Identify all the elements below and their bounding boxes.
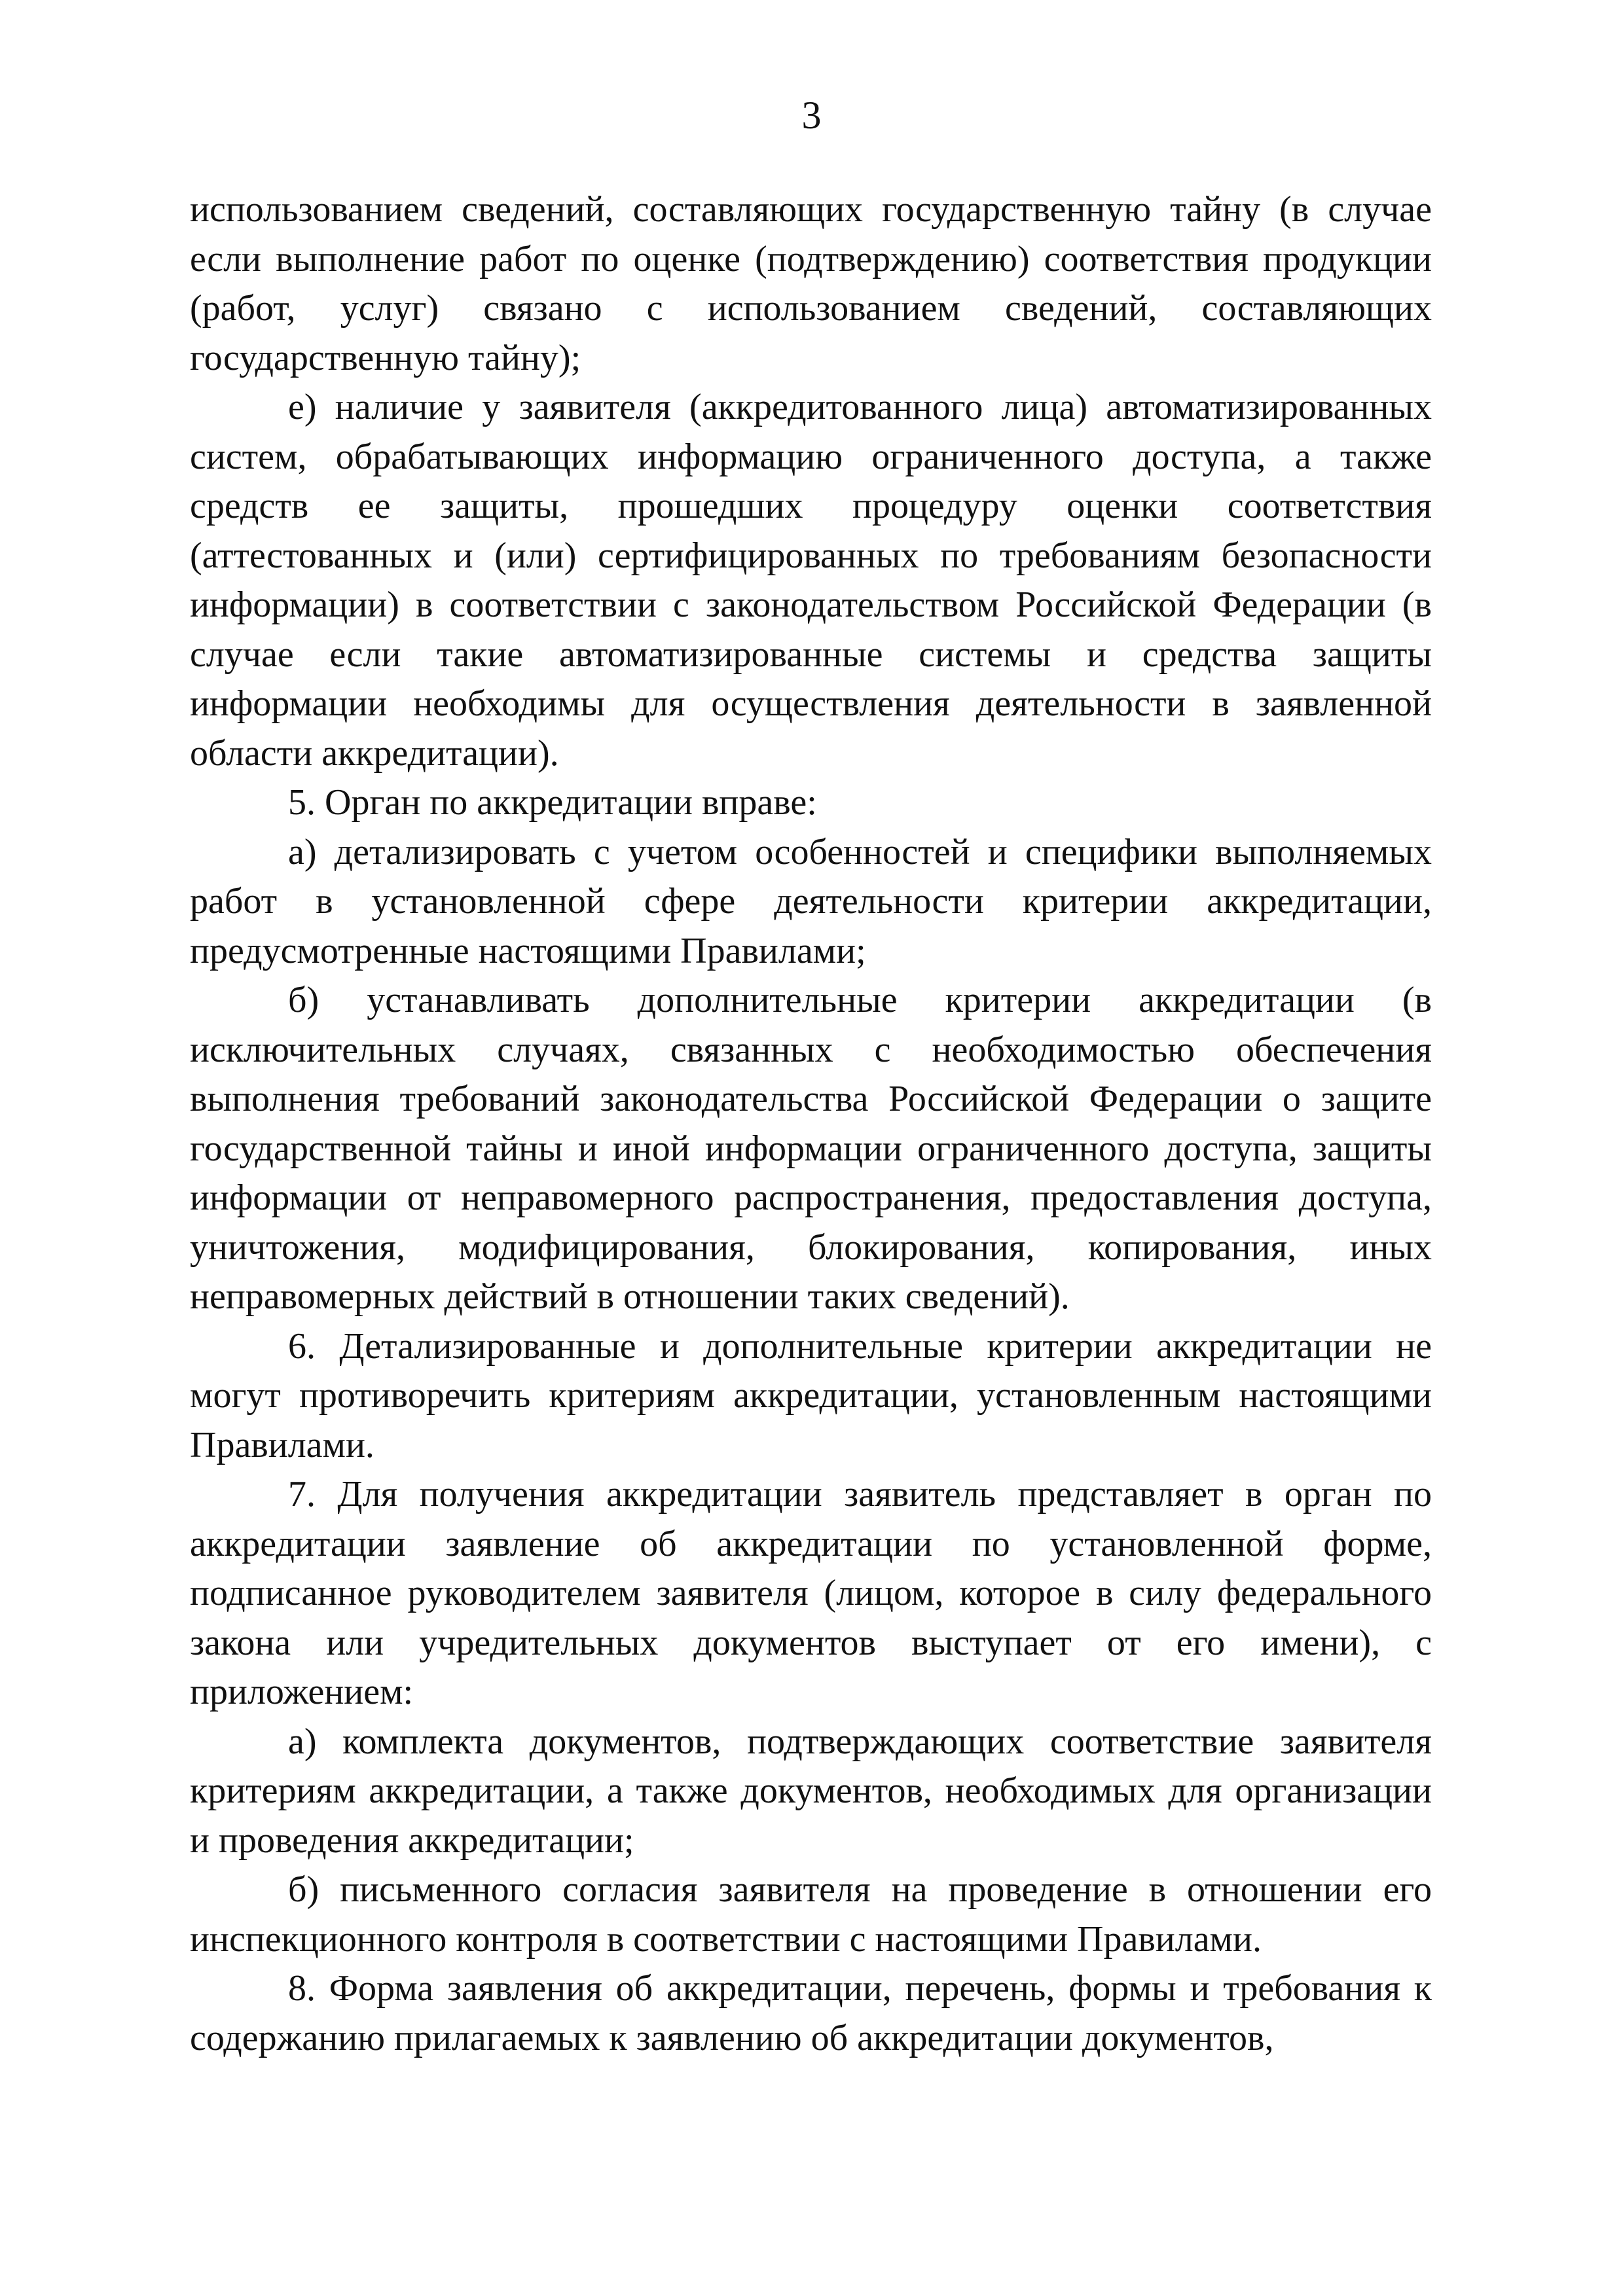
paragraph-clause-7: 7. Для получения аккредитации заявитель представляет в орган по аккредитации заявление об аккредитации по установленной форме, подписанное руководителем заявителя (лицом, которое в силу федерального закона или учредительных документов выступает от его имени), с приложением: — [190, 1474, 1432, 1712]
paragraph-clause-5: 5. Орган по аккредитации вправе: — [288, 782, 817, 823]
page-number: 3 — [801, 94, 822, 137]
paragraph-clause-7-item-b: б) письменного согласия заявителя на проведение в отношении его инспекционного контроля в соответствии с настоящими Правилами. — [190, 1869, 1432, 1960]
paragraph-clause-6: 6. Детализированные и дополнительные критерии аккредитации не могут противоречить критериям аккредитации, установленным настоящими Правилами. — [190, 1325, 1432, 1465]
paragraph-clause-5-item-a: а) детализировать с учетом особенностей и специфики выполняемых работ в установленной сфере деятельности критерии аккредитации, предусмотренные настоящими Правилами; — [190, 831, 1432, 971]
paragraph-clause-8: 8. Форма заявления об аккредитации, перечень, формы и требования к содержанию прилагаемых к заявлению об аккредитации документов, — [190, 1968, 1432, 2058]
paragraph-clause-7-item-a: а) комплекта документов, подтверждающих соответствие заявителя критериям аккредитации, а также документов, необходимых для организации и проведения аккредитации; — [190, 1721, 1432, 1861]
document-body — [190, 185, 1432, 2063]
paragraph-item-e: е) наличие у заявителя (аккредитованного лица) автоматизированных систем, обрабатывающих информацию ограниченного доступа, а также средств ее защиты, прошедших процедуру оценки соответствия (аттестованных и (или) сертифицированных по требованиям безопасности информации) в соответствии с законодательством Российской Федерации (в случае если такие автоматизированные системы и средства защиты информации необходимы для осуществления деятельности в заявленной области аккредитации). — [190, 387, 1432, 774]
paragraph-clause-5-item-b: б) устанавливать дополнительные критерии аккредитации (в исключительных случаях, связанных с необходимостью обеспечения выполнения требований законодательства Российской Федерации о защите государственной тайны и иной информации ограниченного доступа, защиты информации от неправомерного распространения, предоставления доступа, уничтожения, модифицирования, блокирования, копирования, иных неправомерных действий в отношении таких сведений). — [190, 980, 1432, 1317]
paragraph-continuation: использованием сведений, составляющих государственную тайну (в случае если выполнение работ по оценке (подтверждению) соответствия продукции (работ, услуг) связано с использованием сведений, составляющих государственную тайну); — [190, 189, 1432, 378]
